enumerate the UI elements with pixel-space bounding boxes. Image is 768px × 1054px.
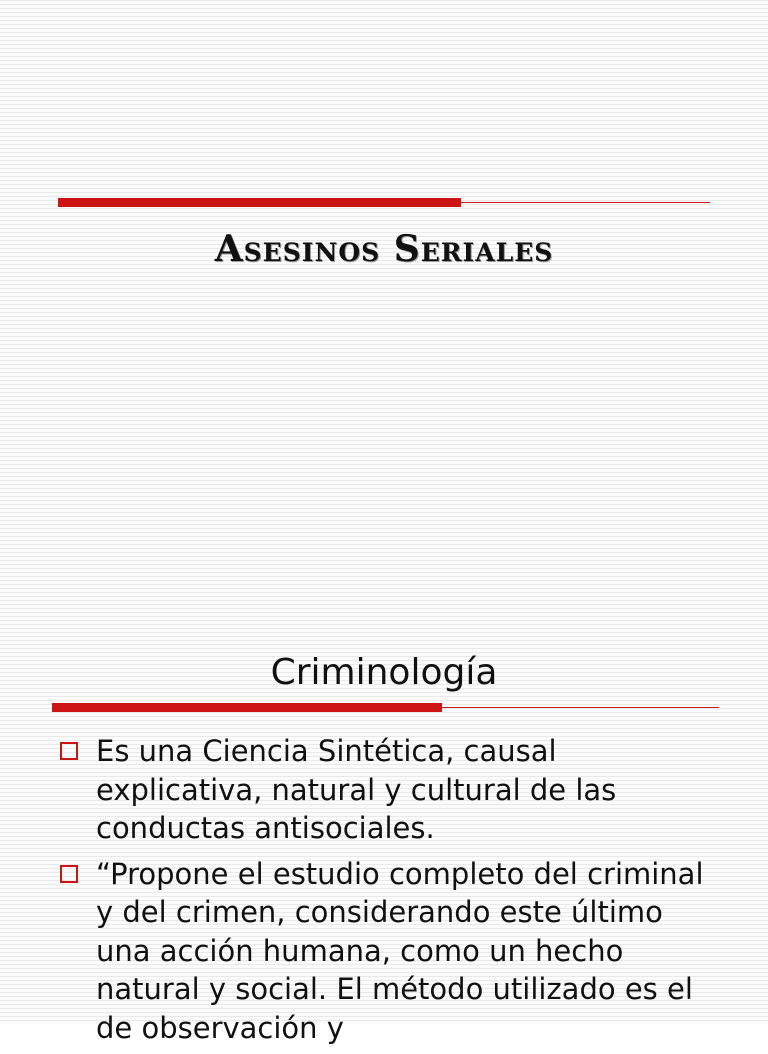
content-slide: [0, 512, 768, 1045]
hollow-square-bullet-icon: [60, 865, 78, 883]
slide-heading: Criminología: [270, 652, 498, 693]
hollow-square-bullet-icon: [60, 742, 78, 760]
red-divider-accent: [52, 703, 442, 712]
bullet-item: [58, 732, 718, 848]
slide-title: Asesinos Seriales: [214, 228, 554, 270]
bullet-text: Es una Ciencia Sintética, causal explicativa, natural y cultural de las conductas antisociales.: [96, 734, 617, 845]
red-divider: [58, 202, 710, 203]
title-slide: [0, 0, 768, 512]
red-divider: [52, 707, 719, 708]
red-divider-accent: [58, 198, 461, 207]
bullet-item: [58, 855, 718, 1048]
bullet-list: [58, 732, 718, 1054]
bullet-text: “Propone el estudio completo del criminal y del crimen, considerando este último una acción humana, como un hecho natural y social. El método utilizado es el de observación y: [96, 856, 704, 1045]
